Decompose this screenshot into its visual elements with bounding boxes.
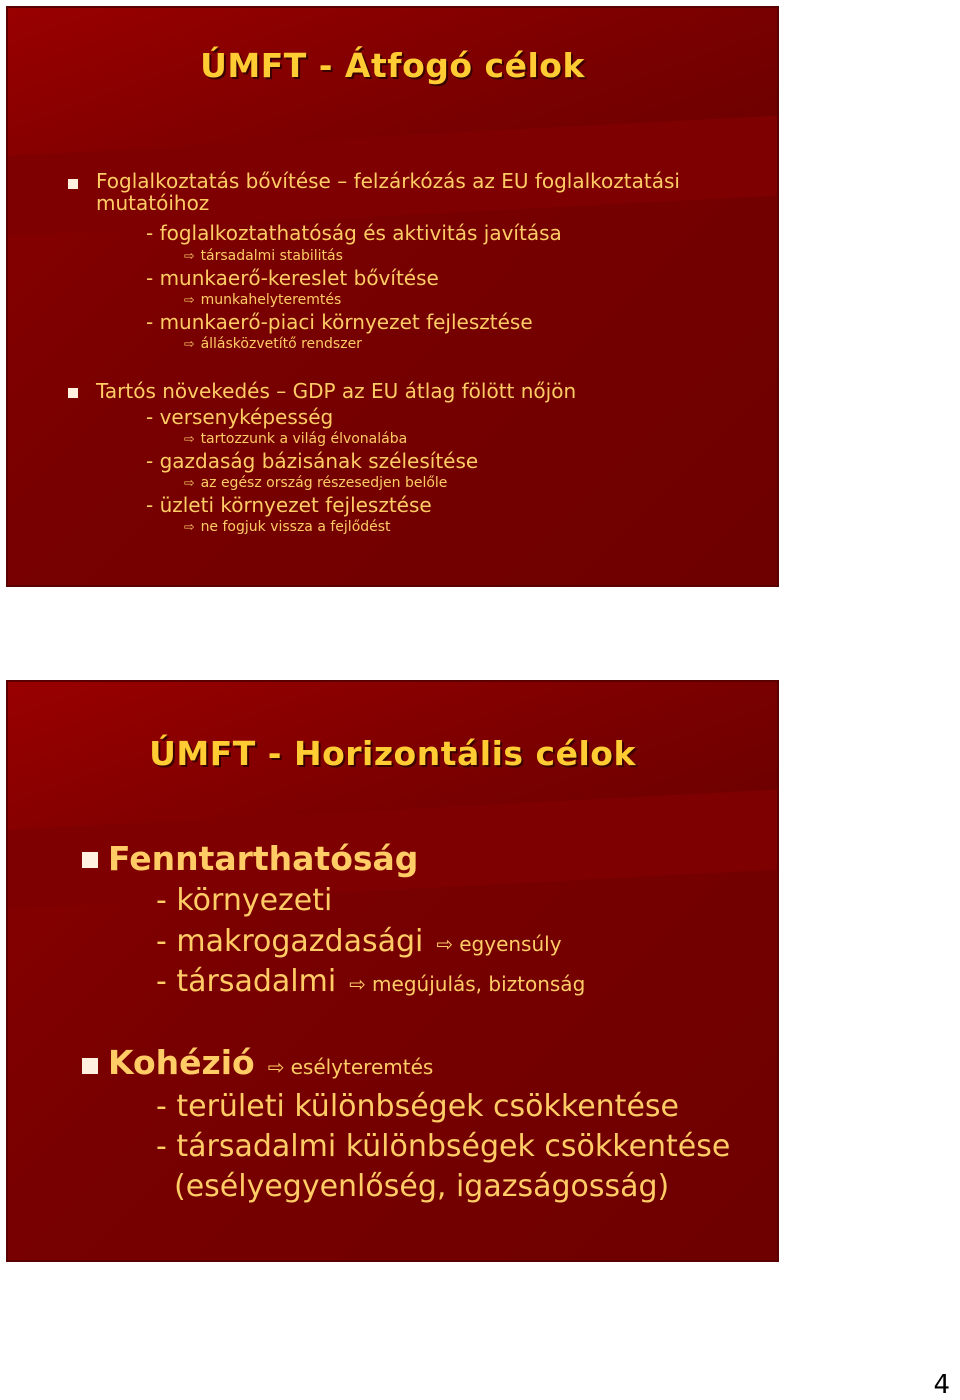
bullet-text-line: Foglalkoztatás bővítése – felzárkózás az EU foglalkoztatási [96, 169, 680, 193]
outline-arrow-icon: ⇨ [184, 519, 195, 534]
sub-item-text: - társadalmi [156, 964, 337, 999]
outline-arrow-icon: ⇨ [184, 431, 195, 446]
square-bullet-icon [68, 388, 78, 398]
outline-arrow-icon: ⇨ [184, 336, 195, 351]
sub-item-note: megújulás, biztonság [372, 972, 586, 996]
bullet-tartos-novekedes: Tartós növekedés – GDP az EU átlag fölött nőjön [96, 379, 577, 403]
sub-item: - versenyképesség [146, 405, 334, 429]
slide-title: ÚMFT - Horizontális célok [149, 734, 636, 773]
square-bullet-icon [82, 852, 98, 868]
page-number: 4 [933, 1370, 950, 1400]
sub-item [156, 964, 585, 999]
sub-item: (esélyegyenlőség, igazságosság) [174, 1169, 670, 1204]
sub-item: - foglalkoztathatóság és aktivitás javítása [146, 221, 562, 245]
sub-note-text: az egész ország részesedjen belőle [200, 475, 448, 491]
sub-item-note: egyensúly [459, 932, 562, 956]
outline-arrow-icon: ⇨ [184, 292, 195, 307]
sub-item: - társadalmi különbségek csökkentése [156, 1129, 731, 1164]
bullet-fenntarthatosag: Fenntarthatóság [108, 839, 419, 878]
sub-note [184, 519, 391, 535]
sub-note-text: társadalmi stabilitás [200, 248, 343, 264]
sub-note [184, 431, 407, 447]
sub-item-text: - makrogazdasági [156, 924, 424, 959]
sub-note [184, 475, 447, 491]
sub-item: - gazdaság bázisának szélesítése [146, 449, 479, 473]
sub-item: - környezeti [156, 883, 333, 918]
sub-item: - területi különbségek csökkentése [156, 1089, 679, 1124]
sub-note-text: munkahelyteremtés [200, 292, 342, 308]
square-bullet-icon [82, 1058, 98, 1074]
outline-arrow-icon: ⇨ [184, 248, 195, 263]
sub-note-text: tartozzunk a világ élvonalába [200, 431, 408, 447]
bullet-text-line: mutatóihoz [96, 191, 210, 215]
slide-title: ÚMFT - Átfogó célok [200, 46, 585, 85]
sub-note [184, 248, 343, 264]
bullet-note: esélyteremtés [290, 1055, 434, 1079]
sub-note [184, 336, 362, 352]
slide-atfogo-celok [6, 6, 779, 587]
sub-note-text: ne fogjuk vissza a fejlődést [200, 519, 391, 535]
bullet-kohezio [108, 1043, 433, 1082]
sub-item: - munkaerő-kereslet bővítése [146, 266, 439, 290]
bullet-foglalkoztatas [96, 170, 680, 214]
sub-item: - munkaerő-piaci környezet fejlesztése [146, 310, 533, 334]
slide-horizontalis-celok [6, 680, 779, 1262]
sub-item [156, 924, 562, 959]
outline-arrow-icon: ⇨ [349, 972, 367, 996]
bullet-text: Kohézió [108, 1043, 255, 1082]
sub-item: - üzleti környezet fejlesztése [146, 493, 432, 517]
outline-arrow-icon: ⇨ [267, 1055, 285, 1079]
outline-arrow-icon: ⇨ [436, 932, 454, 956]
sub-note [184, 292, 341, 308]
square-bullet-icon [68, 179, 78, 189]
outline-arrow-icon: ⇨ [184, 475, 195, 490]
sub-note-text: állásközvetítő rendszer [200, 336, 362, 352]
